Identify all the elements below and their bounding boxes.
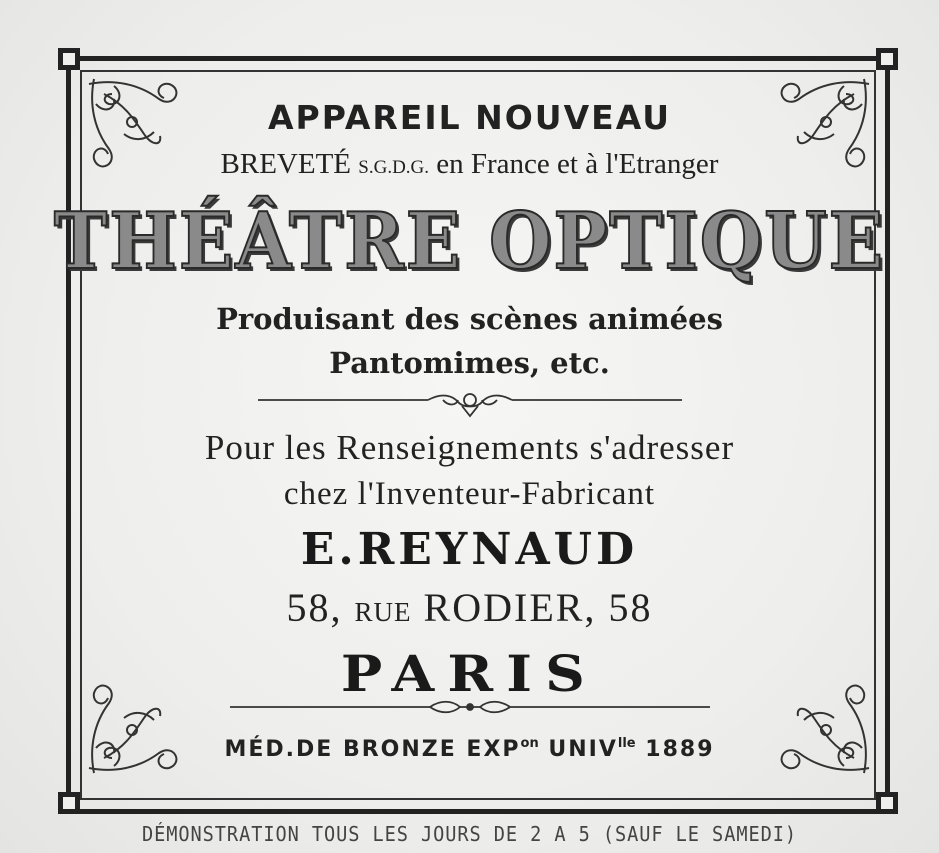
corner-square-top-right xyxy=(876,48,898,70)
city-name: PARIS xyxy=(340,644,599,703)
patent-pre: BREVETÉ xyxy=(220,148,352,180)
divider-ornament-icon xyxy=(230,696,710,718)
medal-line xyxy=(0,736,939,762)
patent-abbr: S.G.D.G. xyxy=(358,157,430,178)
address-line xyxy=(0,584,939,631)
medal-univ: UNIV xyxy=(538,737,618,762)
address-rue: RUE xyxy=(354,597,412,627)
corner-square-top-left xyxy=(58,48,80,70)
address-street: RODIER, xyxy=(423,585,597,630)
medal-superscript-1: on xyxy=(520,736,539,751)
address-number-2: 58 xyxy=(608,585,653,630)
description-line-2: Pantomimes, etc. xyxy=(329,346,610,380)
corner-square-bottom-left xyxy=(58,792,80,814)
medal-superscript-2: lle xyxy=(617,736,636,751)
footer-demonstration: DÉMONSTRATION TOUS LES JOURS DE 2 A 5 (SAUF LE SAMEDI) xyxy=(142,822,797,846)
medal-year: 1889 xyxy=(635,737,715,762)
medal-text: MÉD.DE BRONZE EXP xyxy=(224,737,521,762)
info-line-1: Pour les Renseignements s'adresser xyxy=(204,428,735,467)
inventor-name: E.REYNAUD xyxy=(300,524,639,575)
divider-ornament-icon xyxy=(258,388,682,418)
corner-square-bottom-right xyxy=(876,792,898,814)
info-line-2: chez l'Inventeur-Fabricant xyxy=(283,476,656,512)
description-line-1: Produisant des scènes animées xyxy=(216,302,723,336)
main-title: THÉÂTRE OPTIQUE xyxy=(53,196,886,287)
patent-line xyxy=(0,148,939,181)
headline: APPAREIL NOUVEAU xyxy=(267,98,672,137)
address-number-1: 58, xyxy=(286,585,343,630)
patent-post: en France et à l'Etranger xyxy=(436,148,719,180)
